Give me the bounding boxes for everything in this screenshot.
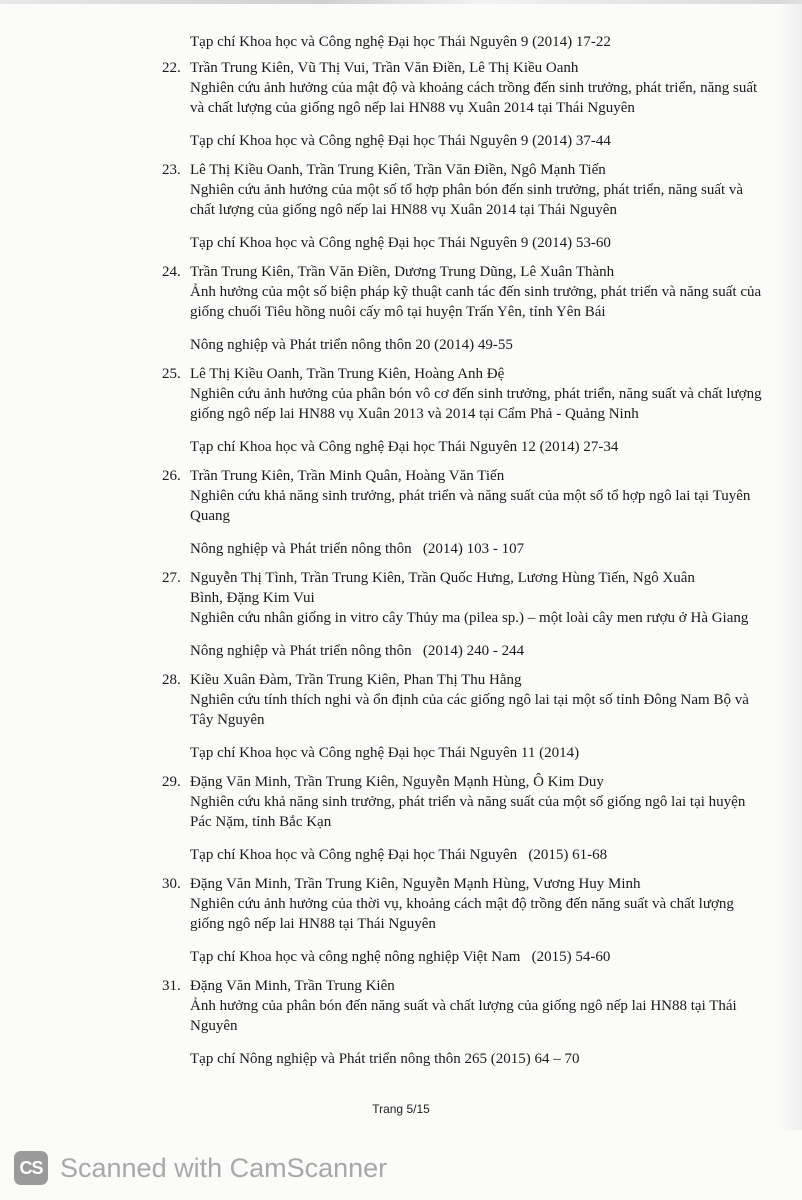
reference-authors: Trần Trung Kiên, Vũ Thị Vui, Trần Văn Điền, Lê Thị Kiều Oanh <box>190 60 579 76</box>
reference-journal: Tạp chí Nông nghiệp và Phát triển nông thôn 265 (2015) 64 – 70 <box>190 1051 580 1067</box>
reference-journal: Tạp chí Khoa học và Công nghệ Đại học Thái Nguyên 11 (2014) <box>190 745 580 761</box>
reference-number: 31. <box>162 978 181 994</box>
reference-item <box>0 874 802 967</box>
reference-item <box>0 772 802 865</box>
reference-authors: Trần Trung Kiên, Trần Minh Quân, Hoàng Văn Tiến <box>190 468 505 484</box>
reference-title: Ảnh hưởng của một số biện pháp kỹ thuật canh tác đến sinh trưởng, phát triển và năng suất của giống chuối Tiêu hồng nuôi cấy mô tại huyện Trấn Yên, tỉnh Yên Bái <box>190 284 762 320</box>
reference-number: 25. <box>162 366 181 382</box>
watermark-text: Scanned with CamScanner <box>60 1152 388 1183</box>
reference-authors-continued: Bình, Đặng Kim Vui <box>190 590 315 606</box>
reference-number: 24. <box>162 264 181 280</box>
reference-title: Nghiên cứu ảnh hưởng của một số tổ hợp phân bón đến sinh trưởng, phát triển, năng suất và chất lượng của giống ngô nếp lai HN88 vụ Xuân 2014 tại Thái Nguyên <box>190 182 744 218</box>
reference-number: 27. <box>162 570 181 586</box>
reference-number: 26. <box>162 468 181 484</box>
scan-top-edge <box>0 0 802 4</box>
reference-number: 28. <box>162 672 181 688</box>
camscanner-logo-icon: CS <box>14 1151 48 1185</box>
reference-authors: Kiều Xuân Đàm, Trần Trung Kiên, Phan Thị Thu Hằng <box>190 672 522 688</box>
reference-authors: Đặng Văn Minh, Trần Trung Kiên <box>190 978 395 994</box>
page-number: Trang 5/15 <box>372 1102 430 1116</box>
continued-journal-line: Tạp chí Khoa học và Công nghệ Đại học Thái Nguyên 9 (2014) 17-22 <box>190 34 611 50</box>
reference-journal: Tạp chí Khoa học và Công nghệ Đại học Thái Nguyên 12 (2014) 27-34 <box>190 439 619 455</box>
reference-authors: Lê Thị Kiều Oanh, Trần Trung Kiên, Hoàng Anh Đệ <box>190 366 505 382</box>
reference-item <box>0 58 802 151</box>
reference-title: Nghiên cứu tính thích nghi và ổn định của các giống ngô lai tại một số tỉnh Đông Nam Bộ và Tây Nguyên <box>190 692 749 728</box>
reference-item <box>0 568 802 661</box>
reference-title: Nghiên cứu ảnh hưởng của mật độ và khoảng cách trồng đến sinh trưởng, phát triển, năng suất và chất lượng của giống ngô nếp lai HN88 vụ Xuân 2014 tại Thái Nguyên <box>190 80 758 116</box>
reference-journal: Tạp chí Khoa học và công nghệ nông nghiệp Việt Nam (2015) 54-60 <box>190 949 611 965</box>
reference-title: Ảnh hưởng của phân bón đến năng suất và chất lượng của giống ngô nếp lai HN88 tại Thái Nguyên <box>190 998 737 1034</box>
reference-authors: Đặng Văn Minh, Trần Trung Kiên, Nguyễn Mạnh Hùng, Ô Kim Duy <box>190 774 604 790</box>
reference-authors: Trần Trung Kiên, Trần Văn Điền, Dương Trung Dũng, Lê Xuân Thành <box>190 264 615 280</box>
reference-item <box>0 670 802 763</box>
reference-item <box>0 160 802 253</box>
reference-item <box>0 262 802 355</box>
reference-title: Nghiên cứu nhân giống in vitro cây Thủy ma (pilea sp.) – một loài cây men rượu ở Hà Giang <box>190 610 749 626</box>
reference-title: Nghiên cứu ảnh hưởng của thời vụ, khoảng cách mật độ trồng đến năng suất và chất lượng giống ngô nếp lai HN88 tại Thái Nguyên <box>190 896 734 932</box>
reference-number: 22. <box>162 60 181 76</box>
reference-title: Nghiên cứu khả năng sinh trưởng, phát triển và năng suất của một số giống ngô lai tại huyện Pác Nặm, tỉnh Bắc Kạn <box>190 794 746 830</box>
reference-authors: Đặng Văn Minh, Trần Trung Kiên, Nguyễn Mạnh Hùng, Vương Huy Minh <box>190 876 641 892</box>
reference-item <box>0 466 802 559</box>
reference-journal: Tạp chí Khoa học và Công nghệ Đại học Thái Nguyên 9 (2014) 53-60 <box>190 235 611 251</box>
reference-title: Nghiên cứu ảnh hưởng của phân bón vô cơ đến sinh trưởng, phát triển, năng suất và chất lượng giống ngô nếp lai HN88 vụ Xuân 2013 và 2014 tại Cẩm Phả - Quảng Ninh <box>190 386 762 422</box>
reference-authors: Nguyễn Thị Tình, Trần Trung Kiên, Trần Quốc Hưng, Lương Hùng Tiến, Ngô Xuân <box>190 570 695 586</box>
reference-number: 29. <box>162 774 181 790</box>
reference-list <box>0 58 802 1078</box>
reference-journal: Nông nghiệp và Phát triển nông thôn 20 (2014) 49-55 <box>190 337 513 353</box>
reference-number: 30. <box>162 876 181 892</box>
reference-authors: Lê Thị Kiều Oanh, Trần Trung Kiên, Trần Văn Điền, Ngô Mạnh Tiến <box>190 162 606 178</box>
reference-item <box>0 364 802 457</box>
reference-number: 23. <box>162 162 181 178</box>
camscanner-watermark <box>14 1148 387 1188</box>
reference-journal: Tạp chí Khoa học và Công nghệ Đại học Thái Nguyên 9 (2014) 37-44 <box>190 133 611 149</box>
reference-item <box>0 976 802 1069</box>
reference-journal: Tạp chí Khoa học và Công nghệ Đại học Thái Nguyên (2015) 61-68 <box>190 847 608 863</box>
reference-journal: Nông nghiệp và Phát triển nông thôn (2014) 103 - 107 <box>190 541 525 557</box>
reference-journal: Nông nghiệp và Phát triển nông thôn (2014) 240 - 244 <box>190 643 525 659</box>
reference-title: Nghiên cứu khả năng sinh trưởng, phát triển và năng suất của một số tổ hợp ngô lai tại Tuyên Quang <box>190 488 751 524</box>
